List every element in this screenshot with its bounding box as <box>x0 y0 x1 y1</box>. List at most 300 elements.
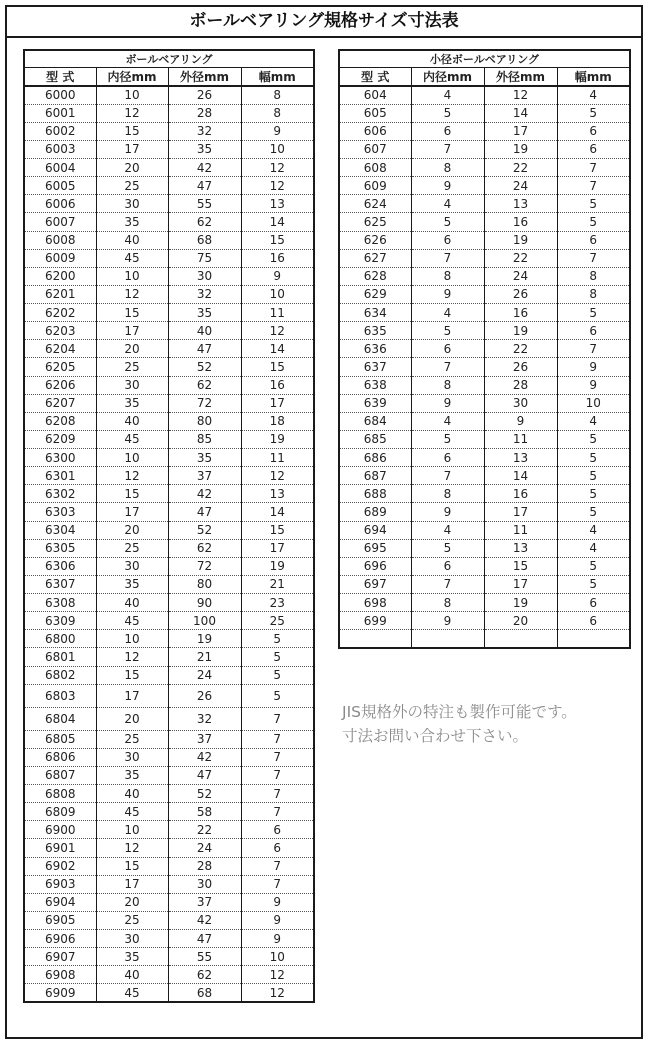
table-row <box>339 557 630 575</box>
cell-inner-diameter: 45 <box>96 430 168 448</box>
header-inner-diameter: 内径mm <box>411 68 484 87</box>
cell-outer-diameter: 35 <box>168 140 241 158</box>
cell-model: 6306 <box>24 557 96 575</box>
cell-inner-diameter: 35 <box>96 948 168 966</box>
cell-width: 15 <box>241 358 314 376</box>
cell-model: 6005 <box>24 177 96 195</box>
cell-width: 15 <box>241 231 314 249</box>
cell-inner-diameter: 25 <box>96 177 168 195</box>
cell-inner-diameter: 9 <box>411 285 484 303</box>
table-row <box>24 648 314 666</box>
cell-outer-diameter: 80 <box>168 575 241 593</box>
cell-width: 18 <box>241 412 314 430</box>
cell-inner-diameter: 10 <box>96 267 168 285</box>
cell-width: 6 <box>557 231 630 249</box>
cell-outer-diameter: 14 <box>484 467 557 485</box>
cell-inner-diameter: 10 <box>96 630 168 648</box>
cell-model: 6808 <box>24 785 96 803</box>
table-row <box>339 376 630 394</box>
cell-width: 7 <box>241 707 314 730</box>
table-row <box>24 803 314 821</box>
cell-outer-diameter: 15 <box>484 557 557 575</box>
cell-outer-diameter: 28 <box>168 104 241 122</box>
table-row <box>24 340 314 358</box>
table-row <box>339 322 630 340</box>
cell-inner-diameter: 30 <box>96 748 168 766</box>
cell-width: 13 <box>241 485 314 503</box>
cell-model: 6807 <box>24 766 96 784</box>
cell-model: 6000 <box>24 86 96 104</box>
table-row <box>24 467 314 485</box>
cell-inner-diameter: 25 <box>96 730 168 748</box>
table-row <box>339 485 630 503</box>
cell-model: 6205 <box>24 358 96 376</box>
cell-model: 6901 <box>24 839 96 857</box>
table-row <box>339 521 630 539</box>
cell-model: 636 <box>339 340 411 358</box>
table-row <box>24 177 314 195</box>
cell-outer-diameter: 62 <box>168 539 241 557</box>
cell-width: 7 <box>241 785 314 803</box>
table-caption: ボールベアリング <box>24 50 314 68</box>
table-row <box>339 195 630 213</box>
cell-outer-diameter: 32 <box>168 285 241 303</box>
cell-outer-diameter: 13 <box>484 449 557 467</box>
cell-inner-diameter: 4 <box>411 521 484 539</box>
cell-model: 6204 <box>24 340 96 358</box>
cell-outer-diameter: 62 <box>168 213 241 231</box>
empty-cell <box>339 630 411 648</box>
cell-inner-diameter: 20 <box>96 521 168 539</box>
table-row <box>24 503 314 521</box>
table-row <box>24 557 314 575</box>
cell-inner-diameter: 15 <box>96 857 168 875</box>
cell-width: 8 <box>241 86 314 104</box>
cell-outer-diameter: 100 <box>168 612 241 630</box>
cell-width: 6 <box>557 612 630 630</box>
cell-model: 6908 <box>24 966 96 984</box>
cell-inner-diameter: 25 <box>96 358 168 376</box>
cell-inner-diameter: 15 <box>96 485 168 503</box>
cell-outer-diameter: 16 <box>484 485 557 503</box>
cell-inner-diameter: 20 <box>96 340 168 358</box>
cell-width: 7 <box>241 766 314 784</box>
cell-width: 12 <box>241 159 314 177</box>
cell-outer-diameter: 19 <box>484 322 557 340</box>
cell-model: 639 <box>339 394 411 412</box>
cell-inner-diameter: 40 <box>96 412 168 430</box>
cell-width: 5 <box>557 304 630 322</box>
header-width: 幅mm <box>557 68 630 87</box>
table-row <box>339 449 630 467</box>
cell-outer-diameter: 11 <box>484 521 557 539</box>
cell-inner-diameter: 5 <box>411 430 484 448</box>
cell-inner-diameter: 35 <box>96 394 168 412</box>
cell-inner-diameter: 30 <box>96 195 168 213</box>
table-row <box>339 231 630 249</box>
cell-model: 6303 <box>24 503 96 521</box>
cell-width: 25 <box>241 612 314 630</box>
cell-inner-diameter: 6 <box>411 122 484 140</box>
cell-width: 17 <box>241 394 314 412</box>
cell-model: 637 <box>339 358 411 376</box>
cell-outer-diameter: 35 <box>168 449 241 467</box>
cell-width: 8 <box>557 267 630 285</box>
cell-model: 6903 <box>24 875 96 893</box>
cell-inner-diameter: 4 <box>411 195 484 213</box>
cell-width: 19 <box>241 430 314 448</box>
cell-width: 12 <box>241 177 314 195</box>
table-row <box>24 594 314 612</box>
cell-inner-diameter: 30 <box>96 930 168 948</box>
cell-inner-diameter: 40 <box>96 231 168 249</box>
table-row <box>339 503 630 521</box>
cell-inner-diameter: 17 <box>96 503 168 521</box>
cell-inner-diameter: 12 <box>96 839 168 857</box>
cell-outer-diameter: 37 <box>168 893 241 911</box>
header-outer-diameter: 外径mm <box>168 68 241 87</box>
cell-inner-diameter: 7 <box>411 140 484 158</box>
cell-outer-diameter: 52 <box>168 358 241 376</box>
cell-width: 16 <box>241 376 314 394</box>
table-row <box>24 707 314 730</box>
cell-outer-diameter: 42 <box>168 159 241 177</box>
table-row <box>339 394 630 412</box>
table-row <box>339 267 630 285</box>
cell-inner-diameter: 30 <box>96 376 168 394</box>
cell-model: 606 <box>339 122 411 140</box>
table-row <box>24 766 314 784</box>
table-row <box>24 630 314 648</box>
table-row <box>24 285 314 303</box>
cell-inner-diameter: 8 <box>411 594 484 612</box>
cell-outer-diameter: 62 <box>168 966 241 984</box>
cell-inner-diameter: 10 <box>96 821 168 839</box>
cell-model: 608 <box>339 159 411 177</box>
table-row <box>339 140 630 158</box>
cell-model: 629 <box>339 285 411 303</box>
cell-outer-diameter: 47 <box>168 930 241 948</box>
cell-width: 6 <box>557 140 630 158</box>
cell-inner-diameter: 4 <box>411 86 484 104</box>
cell-width: 6 <box>557 322 630 340</box>
cell-inner-diameter: 5 <box>411 539 484 557</box>
ball-bearing-table <box>23 49 315 1003</box>
cell-inner-diameter: 25 <box>96 539 168 557</box>
cell-model: 685 <box>339 430 411 448</box>
cell-model: 6906 <box>24 930 96 948</box>
cell-model: 6009 <box>24 249 96 267</box>
cell-model: 6905 <box>24 911 96 929</box>
cell-outer-diameter: 17 <box>484 575 557 593</box>
cell-inner-diameter: 17 <box>96 875 168 893</box>
table-row <box>24 394 314 412</box>
table-row <box>339 594 630 612</box>
table-row <box>24 748 314 766</box>
cell-inner-diameter: 40 <box>96 594 168 612</box>
cell-outer-diameter: 26 <box>484 285 557 303</box>
cell-width: 13 <box>241 195 314 213</box>
table-row <box>24 785 314 803</box>
cell-width: 23 <box>241 594 314 612</box>
cell-outer-diameter: 40 <box>168 322 241 340</box>
cell-width: 5 <box>241 630 314 648</box>
cell-outer-diameter: 80 <box>168 412 241 430</box>
cell-width: 10 <box>241 285 314 303</box>
cell-width: 14 <box>241 503 314 521</box>
cell-inner-diameter: 15 <box>96 666 168 684</box>
cell-outer-diameter: 55 <box>168 195 241 213</box>
cell-inner-diameter: 35 <box>96 213 168 231</box>
table-row <box>24 122 314 140</box>
cell-model: 6305 <box>24 539 96 557</box>
cell-outer-diameter: 75 <box>168 249 241 267</box>
cell-model: 6907 <box>24 948 96 966</box>
page-title: ボールベアリング規格サイズ寸法表 <box>7 7 641 38</box>
table-row <box>24 575 314 593</box>
cell-outer-diameter: 13 <box>484 195 557 213</box>
cell-inner-diameter: 7 <box>411 467 484 485</box>
cell-inner-diameter: 45 <box>96 612 168 630</box>
cell-outer-diameter: 19 <box>484 140 557 158</box>
cell-outer-diameter: 26 <box>484 358 557 376</box>
cell-outer-diameter: 11 <box>484 430 557 448</box>
cell-model: 6909 <box>24 984 96 1002</box>
cell-width: 16 <box>241 249 314 267</box>
cell-outer-diameter: 32 <box>168 707 241 730</box>
cell-inner-diameter: 6 <box>411 340 484 358</box>
cell-outer-diameter: 68 <box>168 231 241 249</box>
table-row <box>339 467 630 485</box>
cell-model: 6307 <box>24 575 96 593</box>
table-row <box>339 430 630 448</box>
cell-model: 6900 <box>24 821 96 839</box>
table-row <box>24 322 314 340</box>
table-row <box>24 839 314 857</box>
table-row <box>24 539 314 557</box>
table-row <box>339 213 630 231</box>
cell-model: 6203 <box>24 322 96 340</box>
cell-width: 6 <box>557 594 630 612</box>
cell-width: 12 <box>241 984 314 1002</box>
cell-model: 6800 <box>24 630 96 648</box>
note-line: 寸法お問い合わせ下さい。 <box>342 727 529 745</box>
cell-width: 14 <box>241 213 314 231</box>
cell-outer-diameter: 24 <box>168 666 241 684</box>
cell-model: 625 <box>339 213 411 231</box>
cell-inner-diameter: 45 <box>96 803 168 821</box>
cell-outer-diameter: 22 <box>484 249 557 267</box>
cell-width: 9 <box>241 122 314 140</box>
cell-width: 5 <box>241 648 314 666</box>
cell-inner-diameter: 35 <box>96 575 168 593</box>
table-row <box>24 86 314 104</box>
cell-inner-diameter: 10 <box>96 86 168 104</box>
cell-outer-diameter: 13 <box>484 539 557 557</box>
cell-outer-diameter: 47 <box>168 503 241 521</box>
cell-model: 6309 <box>24 612 96 630</box>
table-row <box>24 140 314 158</box>
cell-model: 6304 <box>24 521 96 539</box>
cell-outer-diameter: 17 <box>484 122 557 140</box>
table-row <box>24 521 314 539</box>
cell-model: 6207 <box>24 394 96 412</box>
empty-cell <box>411 630 484 648</box>
cell-outer-diameter: 19 <box>168 630 241 648</box>
cell-width: 7 <box>557 249 630 267</box>
cell-outer-diameter: 72 <box>168 394 241 412</box>
cell-model: 626 <box>339 231 411 249</box>
cell-outer-diameter: 42 <box>168 485 241 503</box>
cell-width: 7 <box>241 803 314 821</box>
cell-model: 604 <box>339 86 411 104</box>
cell-width: 11 <box>241 449 314 467</box>
cell-outer-diameter: 90 <box>168 594 241 612</box>
cell-model: 6008 <box>24 231 96 249</box>
cell-model: 6206 <box>24 376 96 394</box>
cell-outer-diameter: 19 <box>484 231 557 249</box>
cell-outer-diameter: 30 <box>484 394 557 412</box>
cell-outer-diameter: 24 <box>168 839 241 857</box>
table-row <box>24 666 314 684</box>
table-row <box>24 948 314 966</box>
cell-inner-diameter: 12 <box>96 285 168 303</box>
cell-inner-diameter: 40 <box>96 966 168 984</box>
cell-width: 4 <box>557 412 630 430</box>
cell-outer-diameter: 14 <box>484 104 557 122</box>
cell-width: 7 <box>557 159 630 177</box>
cell-model: 6209 <box>24 430 96 448</box>
table-row <box>24 159 314 177</box>
cell-inner-diameter: 17 <box>96 140 168 158</box>
cell-outer-diameter: 21 <box>168 648 241 666</box>
cell-width: 4 <box>557 86 630 104</box>
cell-outer-diameter: 20 <box>484 612 557 630</box>
cell-width: 7 <box>241 875 314 893</box>
cell-inner-diameter: 15 <box>96 304 168 322</box>
cell-width: 12 <box>241 467 314 485</box>
cell-outer-diameter: 28 <box>484 376 557 394</box>
cell-inner-diameter: 9 <box>411 503 484 521</box>
cell-inner-diameter: 12 <box>96 104 168 122</box>
cell-width: 7 <box>241 857 314 875</box>
table-row <box>24 213 314 231</box>
table-row <box>339 159 630 177</box>
cell-model: 698 <box>339 594 411 612</box>
cell-width: 10 <box>241 140 314 158</box>
small-ball-bearing-table <box>338 49 631 649</box>
cell-model: 6001 <box>24 104 96 122</box>
table-row <box>24 821 314 839</box>
cell-model: 607 <box>339 140 411 158</box>
cell-width: 9 <box>557 358 630 376</box>
cell-width: 15 <box>241 521 314 539</box>
cell-inner-diameter: 12 <box>96 648 168 666</box>
cell-model: 6308 <box>24 594 96 612</box>
cell-inner-diameter: 7 <box>411 249 484 267</box>
table-row <box>339 249 630 267</box>
cell-width: 11 <box>241 304 314 322</box>
cell-inner-diameter: 4 <box>411 412 484 430</box>
cell-inner-diameter: 8 <box>411 485 484 503</box>
cell-outer-diameter: 35 <box>168 304 241 322</box>
cell-inner-diameter: 40 <box>96 785 168 803</box>
cell-model: 6804 <box>24 707 96 730</box>
cell-outer-diameter: 55 <box>168 948 241 966</box>
table-row <box>24 485 314 503</box>
table-row <box>339 612 630 630</box>
cell-inner-diameter: 20 <box>96 707 168 730</box>
table-row <box>24 984 314 1002</box>
cell-width: 6 <box>241 839 314 857</box>
cell-outer-diameter: 32 <box>168 122 241 140</box>
header-width: 幅mm <box>241 68 314 87</box>
cell-width: 10 <box>557 394 630 412</box>
cell-outer-diameter: 72 <box>168 557 241 575</box>
table-row <box>339 539 630 557</box>
cell-outer-diameter: 85 <box>168 430 241 448</box>
cell-width: 5 <box>557 485 630 503</box>
cell-width: 5 <box>557 575 630 593</box>
cell-model: 696 <box>339 557 411 575</box>
table-row <box>339 304 630 322</box>
cell-outer-diameter: 24 <box>484 267 557 285</box>
cell-inner-diameter: 20 <box>96 893 168 911</box>
table-row <box>24 195 314 213</box>
table-row <box>339 358 630 376</box>
cell-model: 6805 <box>24 730 96 748</box>
cell-inner-diameter: 45 <box>96 984 168 1002</box>
cell-outer-diameter: 28 <box>168 857 241 875</box>
cell-width: 9 <box>557 376 630 394</box>
cell-inner-diameter: 17 <box>96 684 168 707</box>
cell-model: 6003 <box>24 140 96 158</box>
table-row <box>24 893 314 911</box>
cell-model: 6002 <box>24 122 96 140</box>
cell-model: 694 <box>339 521 411 539</box>
cell-inner-diameter: 6 <box>411 449 484 467</box>
header-model: 型 式 <box>339 68 411 87</box>
cell-model: 699 <box>339 612 411 630</box>
empty-cell <box>484 630 557 648</box>
cell-model: 6302 <box>24 485 96 503</box>
table-row <box>24 911 314 929</box>
table-row <box>24 684 314 707</box>
cell-inner-diameter: 4 <box>411 304 484 322</box>
cell-outer-diameter: 47 <box>168 766 241 784</box>
cell-outer-diameter: 58 <box>168 803 241 821</box>
cell-outer-diameter: 47 <box>168 340 241 358</box>
cell-model: 6802 <box>24 666 96 684</box>
cell-model: 6806 <box>24 748 96 766</box>
cell-inner-diameter: 9 <box>411 177 484 195</box>
cell-width: 9 <box>241 930 314 948</box>
cell-inner-diameter: 25 <box>96 911 168 929</box>
cell-width: 5 <box>557 449 630 467</box>
cell-inner-diameter: 7 <box>411 358 484 376</box>
note-line: JIS規格外の特注も製作可能です。 <box>342 703 577 721</box>
cell-model: 6809 <box>24 803 96 821</box>
cell-inner-diameter: 5 <box>411 104 484 122</box>
table-row <box>24 612 314 630</box>
cell-outer-diameter: 52 <box>168 785 241 803</box>
table-row <box>24 875 314 893</box>
cell-model: 695 <box>339 539 411 557</box>
cell-inner-diameter: 30 <box>96 557 168 575</box>
cell-outer-diameter: 37 <box>168 467 241 485</box>
cell-outer-diameter: 9 <box>484 412 557 430</box>
table-row <box>24 449 314 467</box>
